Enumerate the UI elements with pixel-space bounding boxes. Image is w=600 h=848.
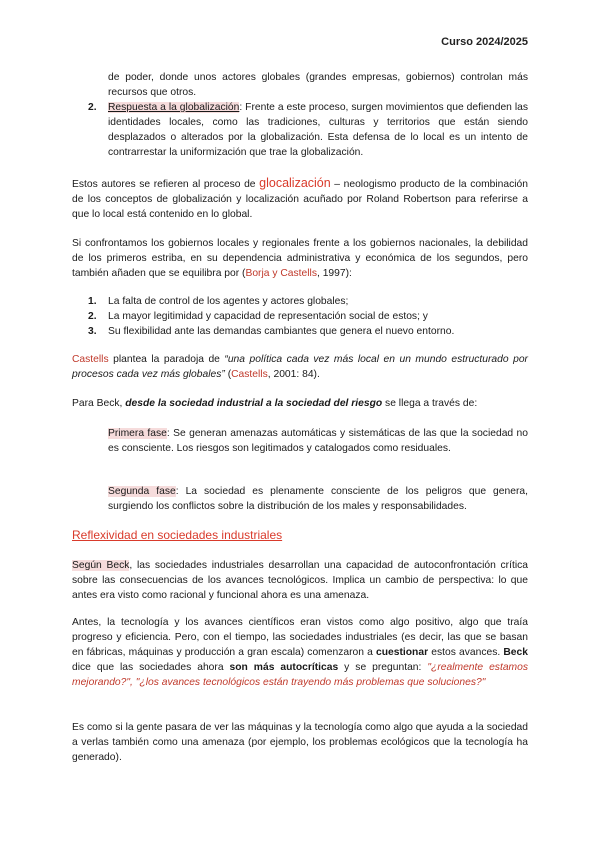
item-number: 3. <box>88 326 97 337</box>
bold-text: cuestionar <box>376 647 429 658</box>
text: dice que las sociedades ahora <box>72 662 230 673</box>
phase-label: Segunda fase <box>108 486 176 497</box>
course-header: Curso 2024/2025 <box>441 36 528 48</box>
highlight-label: Según Beck <box>72 560 130 571</box>
item-text: Su flexibilidad ante las demandas cambiantes que genera el nuevo entorno. <box>108 326 455 337</box>
item-text: La falta de control de los agentes y actores globales; <box>108 296 349 307</box>
paragraph-glocalizacion <box>72 176 528 222</box>
item-number: 2. <box>88 311 97 322</box>
item-label: Respuesta a la globalización <box>108 102 240 113</box>
item-text: : Frente a este proceso, surgen movimientos que defienden las identidades locales, como las tradiciones, culturas y territorios que están siendo desplazados o alterados por la globalización. Esta defensa de lo local es un intento de contrarrestar la uniformización que trae la globalización. <box>108 102 528 158</box>
section-title: Reflexividad en sociedades industriales <box>72 528 283 542</box>
text: y se preguntan: <box>338 662 428 673</box>
text: Es como si la gente pasara de ver las máquinas y la tecnología como algo que ayuda a la sociedad a verlas también como una amenaza (por ejemplo, los problemas ecológicos que la tecnología ha generado). <box>72 722 528 763</box>
paragraph-segun-beck <box>72 558 528 603</box>
bold-text: Beck <box>503 647 528 658</box>
text: , las sociedades industriales desarrollan una capacidad de autoconfrontación crítica sobre las consecuencias de los avances tecnológicos. Implica un cambio de perspectiva: lo que antes era visto como racional y funcional ahora es una amenaza. <box>72 560 529 601</box>
text: Estos autores se refieren al proceso de <box>72 179 260 190</box>
phase-primera <box>108 426 528 456</box>
phase-text: : Se generan amenazas automáticas y sistemáticas de las que la sociedad no es consciente. Los riesgos son legitimados y catalogados como residuales. <box>108 428 528 454</box>
text: estos avances. <box>428 647 504 658</box>
paragraph-antes <box>72 615 528 690</box>
text: se llega a través de: <box>382 398 478 409</box>
author-name: Castells <box>72 354 109 365</box>
quote: "¿realmente estamos mejorando?", "¿los avances tecnológicos están trayendo más problemas que soluciones?" <box>72 662 528 688</box>
text: plantea la paradoja de <box>108 354 225 365</box>
text: Si confrontamos los gobiernos locales y regionales frente a los gobiernos nacionales, la debilidad de los primeros estriba, en su dependencia administrativa y económica de los segundos, pero también añaden que se equilibra por ( <box>72 238 528 279</box>
quote: “una política cada vez más local en un mundo estructurado por procesos cada vez más globales” <box>72 354 528 380</box>
numbered-list <box>72 294 528 339</box>
phase-segunda <box>108 484 528 514</box>
paragraph-final <box>72 720 528 765</box>
list-item <box>72 324 528 339</box>
citation: Borja y Castells <box>245 268 317 279</box>
list-item <box>72 309 528 324</box>
citation: Castells <box>231 369 268 380</box>
phase-label: Primera fase <box>108 428 167 439</box>
text: Para Beck, <box>72 398 126 409</box>
list-continuation <box>72 70 528 160</box>
text: ( <box>224 369 232 380</box>
list-item <box>72 294 528 309</box>
item-number: 1. <box>88 296 97 307</box>
paragraph-castells <box>72 352 528 382</box>
emphasis: desde la sociedad industrial a la sociedad del riesgo <box>125 398 383 409</box>
paragraph-gobiernos <box>72 236 528 281</box>
phase-text: : La sociedad es plenamente consciente de los peligros que genera, surgiendo los conflictos sobre la distribución de los males y responsabilidades. <box>108 486 528 512</box>
paragraph-beck <box>72 396 528 411</box>
text: Antes, la tecnología y los avances científicos eran vistos como algo positivo, algo que traía progreso y eficiencia. Pero, con el tiempo, las sociedades industriales (es decir, las que se basan en fábricas, máquinas y producción a gran escala) comenzaron a <box>72 617 528 658</box>
glocalizacion-term: glocalización <box>259 176 331 190</box>
list-item-respuesta <box>72 100 528 160</box>
bold-text: son más autocríticas <box>229 662 339 673</box>
item-text: La mayor legitimidad y capacidad de representación social de estos; y <box>108 311 428 322</box>
cont-text: de poder, donde unos actores globales (grandes empresas, gobiernos) controlan más recursos que otros. <box>108 72 528 98</box>
text: , 2001: 84). <box>267 369 320 380</box>
text: – neologismo producto de la combinación de los conceptos de globalización y localización acuñado por Roland Robertson para referirse a que lo local está contenido en lo global. <box>72 179 529 220</box>
text: , 1997): <box>316 268 352 279</box>
item-number: 2. <box>88 102 97 113</box>
